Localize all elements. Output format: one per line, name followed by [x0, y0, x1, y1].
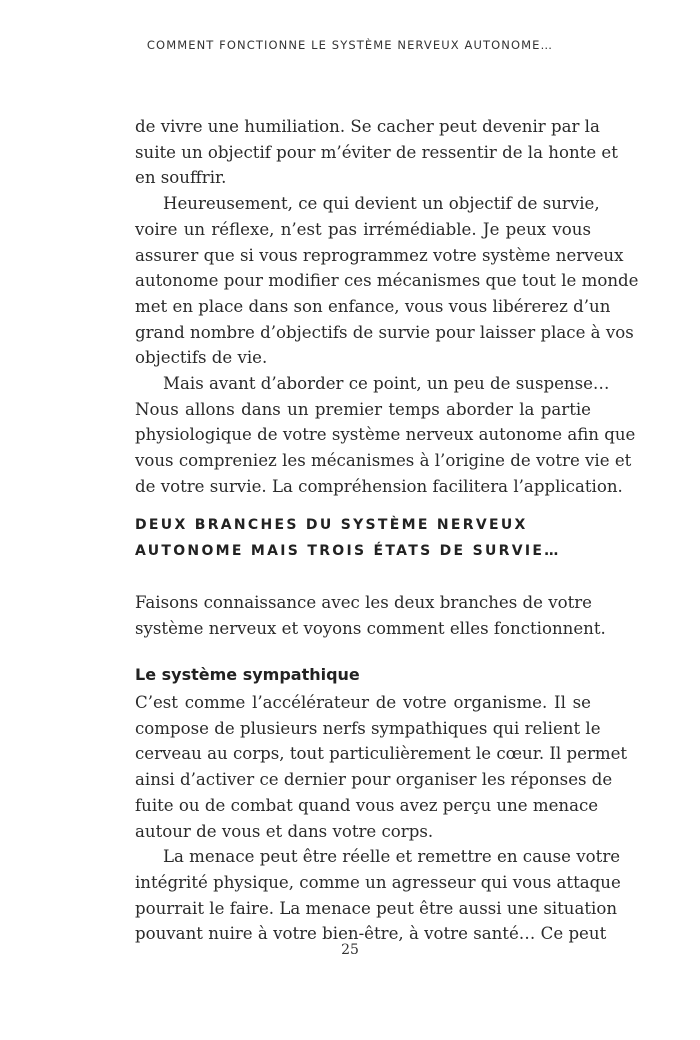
text-line: autonome pour modifier ces mécanismes que tout le monde [135, 271, 639, 291]
text-line: fuite ou de combat quand vous avez perçu une menace [135, 795, 599, 815]
text-line: ainsi d’activer ce dernier pour organiser les réponses de [135, 770, 613, 790]
section-heading-line: AUTONOME MAIS TROIS ÉTATS DE SURVIE… [135, 543, 561, 559]
paragraph [135, 191, 639, 371]
text-line: grand nombre d’objectifs de survie pour laisser place à vos [135, 322, 634, 342]
text-line: pouvant nuire à votre bien-être, à votre santé… Ce peut [135, 924, 607, 944]
text-line: Faisons connaissance avec les deux branches de votre [135, 593, 592, 612]
text-line: de vivre une humiliation. Se cacher peut devenir par la [135, 117, 600, 136]
text-line: assurer que si vous reprogrammez votre système nerveux [135, 245, 624, 265]
text-line: intégrité physique, comme un agresseur qui vous attaque [135, 872, 621, 892]
intro-paragraph [135, 590, 606, 641]
section-heading [135, 512, 561, 564]
page-number: 25 [341, 942, 359, 958]
text-line: physiologique de votre système nerveux autonome afin que [135, 425, 636, 445]
text-line: objectifs de vie. [135, 348, 268, 368]
text-line: Mais avant d’aborder ce point, un peu de suspense… [163, 374, 610, 394]
body-text-top [135, 114, 639, 500]
body-text-bottom [135, 690, 628, 947]
running-header: COMMENT FONCTIONNE LE SYSTÈME NERVEUX AUTONOME… [146, 38, 554, 52]
text-line: cerveau au corps, tout particulièrement le cœur. Il permet [135, 744, 628, 764]
text-line: C’est comme l’accélérateur de votre organisme. Il se [135, 693, 591, 712]
paragraph [135, 690, 628, 844]
text-line: Nous allons dans un premier temps aborder la partie [135, 399, 591, 419]
text-line: vous compreniez les mécanismes à l’origine de votre vie et [135, 451, 632, 471]
text-line: Heureusement, ce qui devient un objectif de survie, [163, 194, 600, 214]
text-line: compose de plusieurs nerfs sympathiques qui relient le [135, 718, 601, 738]
paragraph [135, 844, 621, 947]
text-line: autour de vous et dans votre corps. [135, 821, 434, 841]
text-line: voire un réflexe, n’est pas irrémédiable. Je peux vous [135, 219, 591, 239]
text-line: en souffrir. [135, 168, 227, 188]
text-line: suite un objectif pour m’éviter de ressentir de la honte et [135, 142, 618, 162]
text-line: La menace peut être réelle et remettre en cause votre [163, 847, 621, 867]
text-line: de votre survie. La compréhension facilitera l’application. [135, 476, 623, 496]
text-line: pourrait le faire. La menace peut être aussi une situation [135, 898, 618, 918]
subheading: Le système sympathique [135, 665, 360, 684]
text-line: met en place dans son enfance, vous vous libérerez d’un [135, 296, 611, 316]
section-heading-line: DEUX BRANCHES DU SYSTÈME NERVEUX [135, 517, 528, 533]
paragraph [135, 371, 636, 500]
text-line: système nerveux et voyons comment elles fonctionnent. [135, 618, 606, 638]
paragraph [135, 114, 618, 191]
